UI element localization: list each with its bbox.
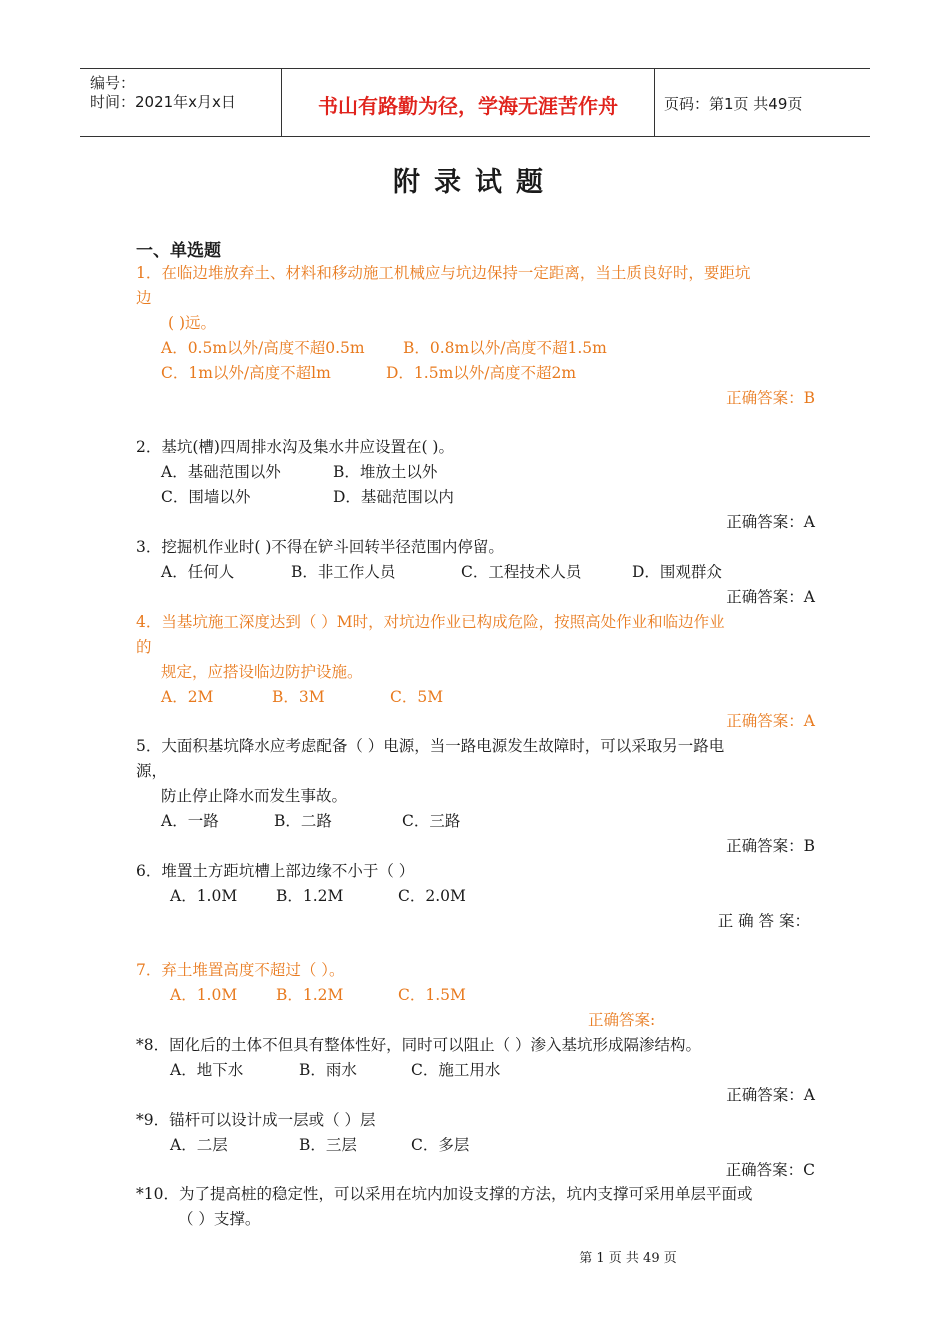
q7-option-a: A．1.0M: [170, 986, 238, 1004]
q3-option-a: A．任何人: [161, 563, 235, 581]
question-9: *9．锚杆可以设计成一层或（ ）层: [136, 1111, 376, 1129]
page-footer: 第 1 页 共 49 页: [579, 1251, 677, 1266]
q9-option-b: B．三层: [299, 1136, 357, 1154]
q4-answer: 正确答案：A: [726, 712, 815, 730]
q7-answer: 正确答案:: [588, 1011, 656, 1029]
q2-option-b: B．堆放土以外: [333, 463, 438, 481]
doc-code-label: 编号：: [90, 74, 136, 92]
question-5-cont: 防止停止降水而发生事故。: [161, 787, 348, 805]
q8-option-b: B．雨水: [299, 1061, 357, 1079]
q5-option-c: C．三路: [402, 812, 461, 830]
section-heading: 一、单选题: [136, 241, 221, 261]
q1-option-c: C．1m以外/高度不超lm: [161, 364, 331, 382]
q6-answer: 正 确 答 案：: [717, 912, 810, 930]
question-5: 5．大面积基坑降水应考虑配备（ ）电源，当一路电源发生故障时，可以采取另一路电: [136, 737, 725, 755]
question-4: 4．当基坑施工深度达到（ ）M时，对坑边作业已构成危险，按照高处作业和临边作业: [136, 613, 725, 631]
question-1-cont: ( )远。: [168, 314, 217, 332]
q3-answer: 正确答案：A: [726, 588, 815, 606]
q5-option-a: A．一路: [161, 812, 219, 830]
q1-option-d: D．1.5m以外/高度不超2m: [386, 364, 577, 382]
page-title: 附录试题: [393, 167, 557, 198]
question-6: 6．堆置土方距坑槽上部边缘不小于（ ）: [136, 862, 415, 880]
q8-option-c: C．施工用水: [411, 1061, 501, 1079]
q2-option-a: A．基础范围以外: [161, 463, 281, 481]
question-8: *8．固化后的土体不但具有整体性好，同时可以阻止（ ）渗入基坑形成隔渗结构。: [136, 1036, 702, 1054]
q8-option-a: A．地下水: [170, 1061, 244, 1079]
q2-option-d: D．基础范围以内: [333, 488, 454, 506]
q9-option-c: C．多层: [411, 1136, 470, 1154]
header-page-info: 页码：第1页 共49页: [664, 95, 803, 113]
question-10-cont: （ ）支撑。: [178, 1210, 261, 1228]
q6-option-b: B．1.2M: [276, 887, 344, 905]
q3-option-c: C．工程技术人员: [461, 563, 582, 581]
q1-option-a: A．0.5m以外/高度不超0.5m: [161, 339, 365, 357]
q6-option-c: C．2.0M: [398, 887, 466, 905]
question-7: 7．弃土堆置高度不超过（ ）。: [136, 961, 345, 979]
question-1-wrap: 边: [136, 289, 152, 307]
q6-option-a: A．1.0M: [170, 887, 238, 905]
question-4-wrap: 的: [136, 638, 152, 656]
q1-option-b: B．0.8m以外/高度不超1.5m: [403, 339, 607, 357]
q1-answer: 正确答案：B: [726, 389, 815, 407]
q4-option-c: C．5M: [390, 688, 444, 706]
header-motto: 书山有路勤为径，学海无涯苦作舟: [318, 94, 618, 118]
q9-answer: 正确答案：C: [725, 1161, 815, 1179]
q9-option-a: A．二层: [170, 1136, 228, 1154]
q4-option-b: B．3M: [272, 688, 325, 706]
q5-option-b: B．二路: [274, 812, 332, 830]
q2-answer: 正确答案：A: [726, 513, 815, 531]
q7-option-b: B．1.2M: [276, 986, 344, 1004]
question-2: 2．基坑(槽)四周排水沟及集水井应设置在( )。: [136, 438, 454, 456]
q7-option-c: C．1.5M: [398, 986, 466, 1004]
q5-answer: 正确答案：B: [726, 837, 815, 855]
question-5-wrap: 源，: [136, 762, 168, 780]
doc-date-label: 时间：2021年x月x日: [90, 93, 236, 111]
question-1: 1．在临边堆放弃土、材料和移动施工机械应与坑边保持一定距离，当土质良好时，要距坑: [136, 264, 751, 282]
header-divider: [654, 69, 655, 136]
q3-option-d: D．围观群众: [632, 563, 722, 581]
question-10: *10．为了提高桩的稳定性，可以采用在坑内加设支撑的方法，坑内支撑可采用单层平面或: [136, 1185, 753, 1203]
header-table: [80, 68, 870, 137]
question-4-cont: 规定，应搭设临边防护设施。: [161, 663, 363, 681]
q8-answer: 正确答案：A: [726, 1086, 815, 1104]
q2-option-c: C．围墙以外: [161, 488, 251, 506]
q3-option-b: B．非工作人员: [291, 563, 396, 581]
question-3: 3．挖掘机作业时( )不得在铲斗回转半径范围内停留。: [136, 538, 504, 556]
q4-option-a: A．2M: [161, 688, 214, 706]
